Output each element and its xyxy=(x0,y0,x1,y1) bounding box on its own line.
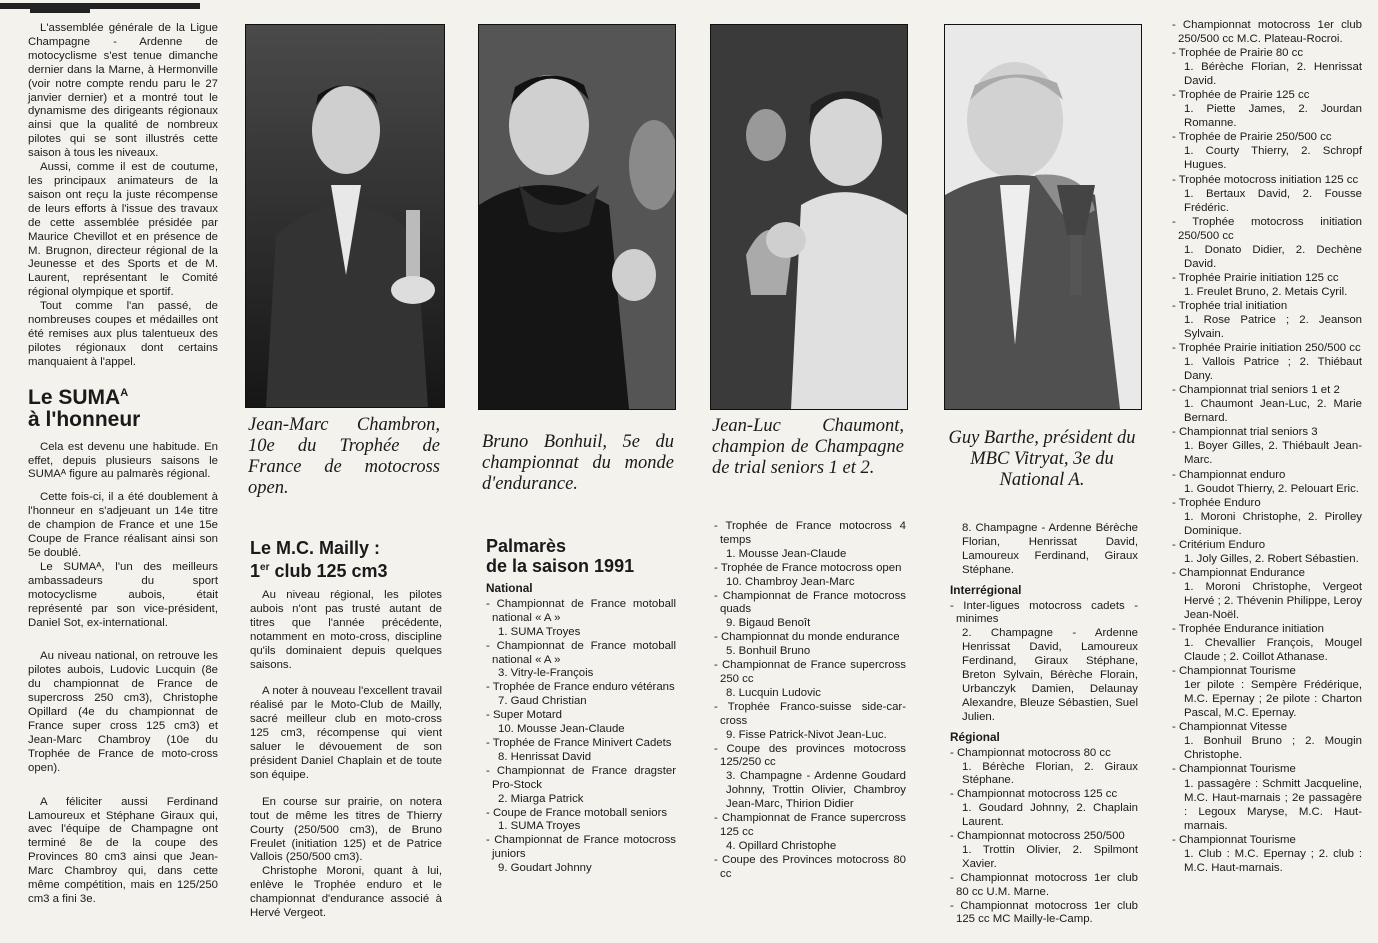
competition-result: 1. Mousse Jean-Claude xyxy=(726,547,847,560)
article-column-2 xyxy=(250,538,442,921)
competition-title: - Coupe de France motoball seniors xyxy=(486,806,668,819)
competition-result: 3. Champagne - Ardenne Goudard Johnny, Trottin Olivier, Chambroy Jean-Marc, Thirion Didier xyxy=(726,770,906,811)
intro-text xyxy=(28,22,218,370)
competition-result: 1. Boyer Gilles, 2. Thiébault Jean-Marc. xyxy=(1184,440,1362,467)
competition-title: - Championnat trial seniors 3 xyxy=(1172,426,1318,439)
competition-result: 9. Goudart Johnny xyxy=(498,862,592,875)
caption-photo-2: Bruno Bonhuil, 5e du championnat du monde d'endurance. xyxy=(482,432,674,494)
competition-result: 1. Rose Patrice ; 2. Jeanson Sylvain. xyxy=(1184,313,1362,341)
competition-result: 1. Bérèche Florian, 2. Giraux Stéphane. xyxy=(962,760,1138,787)
caption-photo-1: Jean-Marc Chambron, 10e du Trophée de France de motocross open. xyxy=(248,415,440,498)
competition-result: 1. SUMA Troyes xyxy=(498,625,581,638)
competition-title: - Championnat Endurance xyxy=(1172,566,1305,579)
competition-title: - Championnat motocross 80 cc xyxy=(950,746,1111,759)
competition-title: - Trophée Prairie initiation 125 cc xyxy=(1172,271,1339,284)
competition-result: 5. Bonhuil Bruno xyxy=(726,645,811,658)
competition-title: - Trophée motocross initiation 125 cc xyxy=(1172,173,1359,186)
competition-result: 1. Vallois Patrice ; 2. Thiébaut Dany. xyxy=(1184,356,1362,383)
competition-result: 1. Courty Thierry, 2. Schropf Hugues. xyxy=(1184,145,1362,172)
competition-title: - Championnat Tourisme xyxy=(1172,665,1296,678)
competition-title: - Championnat de France dragster Pro-Stock xyxy=(486,764,676,791)
competition-title: - Trophée de France motocross 4 temps xyxy=(714,520,906,546)
competition-title: - Trophée de France Minivert Cadets xyxy=(486,736,672,749)
interregional-label: Interrégional xyxy=(950,582,1022,597)
competition-title: - Championnat enduro xyxy=(1172,468,1286,481)
competition-result: 1. Goudard Johnny, 2. Chaplain Laurent. xyxy=(962,802,1138,829)
competition-result: 1. Bérèche Florian, 2. Henrissat David. xyxy=(1184,61,1362,88)
competition-title: - Championnat motocross 1er club 80 cc U.M. Marne. xyxy=(950,871,1138,898)
competition-title: - Trophée de Prairie 250/500 cc xyxy=(1172,131,1332,144)
caption-photo-4: Guy Barthe, président du MBC Vitryat, 3e du National A. xyxy=(948,428,1136,490)
competition-title: - Trophée de France motocross open xyxy=(714,561,902,574)
competition-result: 1. Donato Didier, 2. Dechène David. xyxy=(1184,243,1362,270)
competition-title: - Championnat de France motoball national « A » xyxy=(486,639,676,666)
palmares-column-3 xyxy=(950,522,1138,927)
photo-bruno-bonhuil xyxy=(478,24,676,410)
competition-title: - Trophée Franco-suisse side-car-cross xyxy=(714,700,906,727)
competition-title: - Championnat motocross 250/500 xyxy=(950,830,1125,843)
photo-jean-marc-chambron xyxy=(245,24,445,408)
competition-title: - Championnat du monde endurance xyxy=(714,631,900,644)
competition-result: 1. Bonhuil Bruno ; 2. Mougin Christophe. xyxy=(1184,735,1362,762)
competition-title: - Championnat Tourisme xyxy=(1172,833,1296,846)
competition-result: 2. Miarga Patrick xyxy=(498,792,584,805)
competition-title: - Championnat motocross 1er club 250/500 cc M.C. Plateau-Rocroi. xyxy=(1172,19,1362,46)
competition-result: 8. Henrissat David xyxy=(498,750,592,763)
palmares-column-2 xyxy=(714,520,906,882)
competition-title: - Inter-ligues motocross cadets - minimes xyxy=(950,599,1138,626)
competition-title: - Championnat motocross 1er club 125 cc MC Mailly-le-Camp. xyxy=(950,899,1138,926)
body-paragraph: A noter à nouveau l'excellent travail réalisé par le Moto-Club de Mailly, sacré meilleur club en moto-cross 125 cm3, récompense qui vient saluer le dévouement de son président Daniel Chaplain et de toute son équipe. xyxy=(250,685,442,781)
competition-result: 8. Lucquin Ludovic xyxy=(726,686,821,699)
competition-title: - Trophée de Prairie 80 cc xyxy=(1172,47,1304,60)
competition-title: - Trophée Endurance initiation xyxy=(1172,623,1324,636)
competition-title: - Championnat motocross 125 cc xyxy=(950,788,1118,801)
body-paragraph: Au niveau national, on retrouve les pilotes aubois, Ludovic Lucquin (8e du championnat de France de supercross 250 cm3), Christophe Opillard (4e du championnat de France super cross 125 cm3) et Jean-Marc Chambroy (10e du Trophée de France de moto-cross open). xyxy=(28,650,218,774)
competition-title: - Critérium Enduro xyxy=(1172,538,1266,551)
competition-result: 3. Vitry-le-François xyxy=(498,667,594,680)
competition-result: 4. Opillard Christophe xyxy=(726,839,837,852)
section-heading-mailly: Le M.C. Mailly : 1er club 125 cm3 xyxy=(250,538,388,581)
competition-result: 1. Chevallier François, Mougel Claude ; 2. Coillot Athanase. xyxy=(1184,637,1362,664)
body-paragraph: A féliciter aussi Ferdinand Lamoureux et Stéphane Giraux qui, avec l'équipe de Champagne ont terminé 8e de la coupe des Provinces 80 cm3 ainsi que Jean-Marc Chambroy qui, dans cette même compétition, mais en 125/250 cm3 a fini 3e. xyxy=(28,795,218,905)
photo-guy-barthe xyxy=(944,24,1142,410)
palmares-column-1 xyxy=(486,536,676,876)
section-heading-suma: Le $SUMA^A$ à l'honneur xyxy=(28,385,141,431)
regional-label: Régional xyxy=(950,729,1000,744)
intro-paragraph: L'assemblée générale de la Ligue Champagne - Ardenne de motocyclisme s'est tenue dimanche dernier dans la Marne, à Hermonville (voir notre compte rendu paru le 27 janvier dernier) et a montré tout le dynamisme des dirigeants régionaux ainsi que la qualité de nombreux pilotes qui se sont illustrés cette saison à tous les niveaux. xyxy=(28,22,218,160)
result-text: 8. Champagne - Ardenne Bérèche Florian, Henrissat David, Lamoureux Ferdinand, Giraux Stéphane. xyxy=(962,522,1138,576)
body-paragraph: Christophe Moroni, quant à lui, enlève le Trophée enduro et le championnat d'endurance associé à Hervé Vergeot. xyxy=(250,865,442,920)
competition-result: 1. Joly Gilles, 2. Robert Sébastien. xyxy=(1184,552,1359,565)
competition-title: - Championnat Tourisme xyxy=(1172,763,1296,776)
body-paragraph: En course sur prairie, on notera tout de même les titres de Thierry Courty (250/500 cm3), de Bruno Freulet (initiation 125) et de Patrice Vallois (250/500 cm3). xyxy=(250,795,442,864)
competition-result: 2. Champagne - Ardenne Henrissat David, Lamoureux Ferdinand, Giraux Stéphane, Breton Sylvain, Bérèche Florain, Urbanczyk Damien, Delaunay Alexandre, Bleuze Sébastien, Suel Julien. xyxy=(962,627,1138,723)
competition-result: 10. Mousse Jean-Claude xyxy=(498,723,625,736)
national-label: National xyxy=(486,581,533,595)
competition-title: - Championnat trial seniors 1 et 2 xyxy=(1172,384,1340,397)
competition-result: 1. Bertaux David, 2. Fousse Frédéric. xyxy=(1184,187,1362,214)
competition-title: - Coupe des provinces motocross 125/250 cc xyxy=(714,742,906,769)
competition-title: - Championnat de France supercross 250 cc xyxy=(714,659,906,685)
competition-result: 1er pilote : Sempère Frédérique, M.C. Epernay ; 2e pilote : Charton Pascal, M.C. Epernay. xyxy=(1184,679,1362,720)
competition-title: - Championnat de France motoball national « A » xyxy=(486,597,676,624)
body-paragraph: Cela est devenu une habitude. En effet, depuis plusieurs saisons le SUMAᴬ figure au palmarès régional. xyxy=(28,440,218,481)
competition-title: - Championnat Vitesse xyxy=(1172,721,1288,734)
competition-result: 1. SUMA Troyes xyxy=(498,820,581,833)
competition-title: - Trophée de France enduro vétérans xyxy=(486,681,675,694)
competition-title: - Coupe des Provinces motocross 80 cc xyxy=(714,853,906,880)
competition-result: 1. Moroni Christophe, Vergeot Hervé ; 2. Thévenin Philippe, Leroy Jean-Noël. xyxy=(1184,580,1362,621)
competition-title: - Championnat de France supercross 125 cc xyxy=(714,812,906,838)
competition-result: 1. Goudot Thierry, 2. Pelouart Eric. xyxy=(1184,482,1359,495)
article-column-1 xyxy=(28,22,218,907)
torn-page-top xyxy=(0,0,200,10)
body-paragraph: Cette fois-ci, il a été doublement à l'honneur en s'adjeuant un 14e titre de champion de France et une 15e Coupe de France réalisant ainsi son 5e doublé. xyxy=(28,491,218,559)
competition-title: - Trophée Enduro xyxy=(1172,496,1261,509)
intro-paragraph: Tout comme l'an passé, de nombreuses coupes et médailles ont été remises aux plus talentueux des pilotes régionaux dont certains manquaient à l'appel. xyxy=(28,300,218,368)
competition-title: - Championnat de France motocross quads xyxy=(714,589,906,616)
competition-result: 1. Freulet Bruno, 2. Metais Cyril. xyxy=(1184,285,1348,298)
competition-result: 1. Trottin Olivier, 2. Spilmont Xavier. xyxy=(962,843,1138,870)
competition-result: 1. Club : M.C. Epernay ; 2. club : M.C. Haut-marnais. xyxy=(1184,847,1362,874)
competition-title: - Trophée Prairie initiation 250/500 cc xyxy=(1172,342,1361,355)
competition-title: - Trophée trial initiation xyxy=(1172,299,1288,312)
intro-paragraph: Aussi, comme il est de coutume, les principaux animateurs de la saison ont reçu la juste récompense de leurs efforts à l'issue des travaux de cette assemblée présidée par Maurice Chevillot et en présence de M. Brugnon, directeur régional de la Jeunesse et des Sports et de M. Laurent, représentant le Comité régional olympique et sportif. xyxy=(28,161,218,299)
competition-result: 1. Moroni Christophe, 2. Pirolley Dominique. xyxy=(1184,510,1362,537)
competition-title: - Super Motard xyxy=(486,709,562,722)
competition-title: - Championnat de France motocross juniors xyxy=(486,834,676,861)
competition-result: 10. Chambroy Jean-Marc xyxy=(726,575,855,588)
competition-result: 1. passagère : Schmitt Jacqueline, M.C. Haut-marnais ; 2e passagère : Legoux Maryse, M.C. Haut-marnais. xyxy=(1184,777,1362,832)
palmares-column-4 xyxy=(1172,18,1362,875)
body-paragraph: Au niveau régional, les pilotes aubois n'ont pas trusté autant de titres que l'année précédente, notamment en moto-cross, discipline qu'ils dominaient depuis quelques saisons. xyxy=(250,589,442,671)
competition-result: 9. Fisse Patrick-Nivot Jean-Luc. xyxy=(726,728,887,741)
photo-jean-luc-chaumont xyxy=(710,24,908,410)
body-paragraph: Le SUMAᴬ, l'un des meilleurs ambassadeurs du sport motocyclisme aubois, était représenté par son vice-président, Daniel Sot, ex-international. xyxy=(28,560,218,629)
competition-title: - Trophée motocross initiation 250/500 cc xyxy=(1172,215,1362,242)
competition-result: 7. Gaud Christian xyxy=(498,695,587,708)
competition-result: 1. Chaumont Jean-Luc, 2. Marie Bernard. xyxy=(1184,398,1362,425)
competition-result: 9. Bigaud Benoît xyxy=(726,617,811,630)
competition-result: 1. Piette James, 2. Jourdan Romanne. xyxy=(1184,103,1362,130)
palmares-heading: Palmarès de la saison 1991 xyxy=(486,536,635,576)
competition-title: - Trophée de Prairie 125 cc xyxy=(1172,89,1310,102)
caption-photo-3: Jean-Luc Chaumont, champion de Champagne de trial seniors 1 et 2. xyxy=(712,416,904,478)
